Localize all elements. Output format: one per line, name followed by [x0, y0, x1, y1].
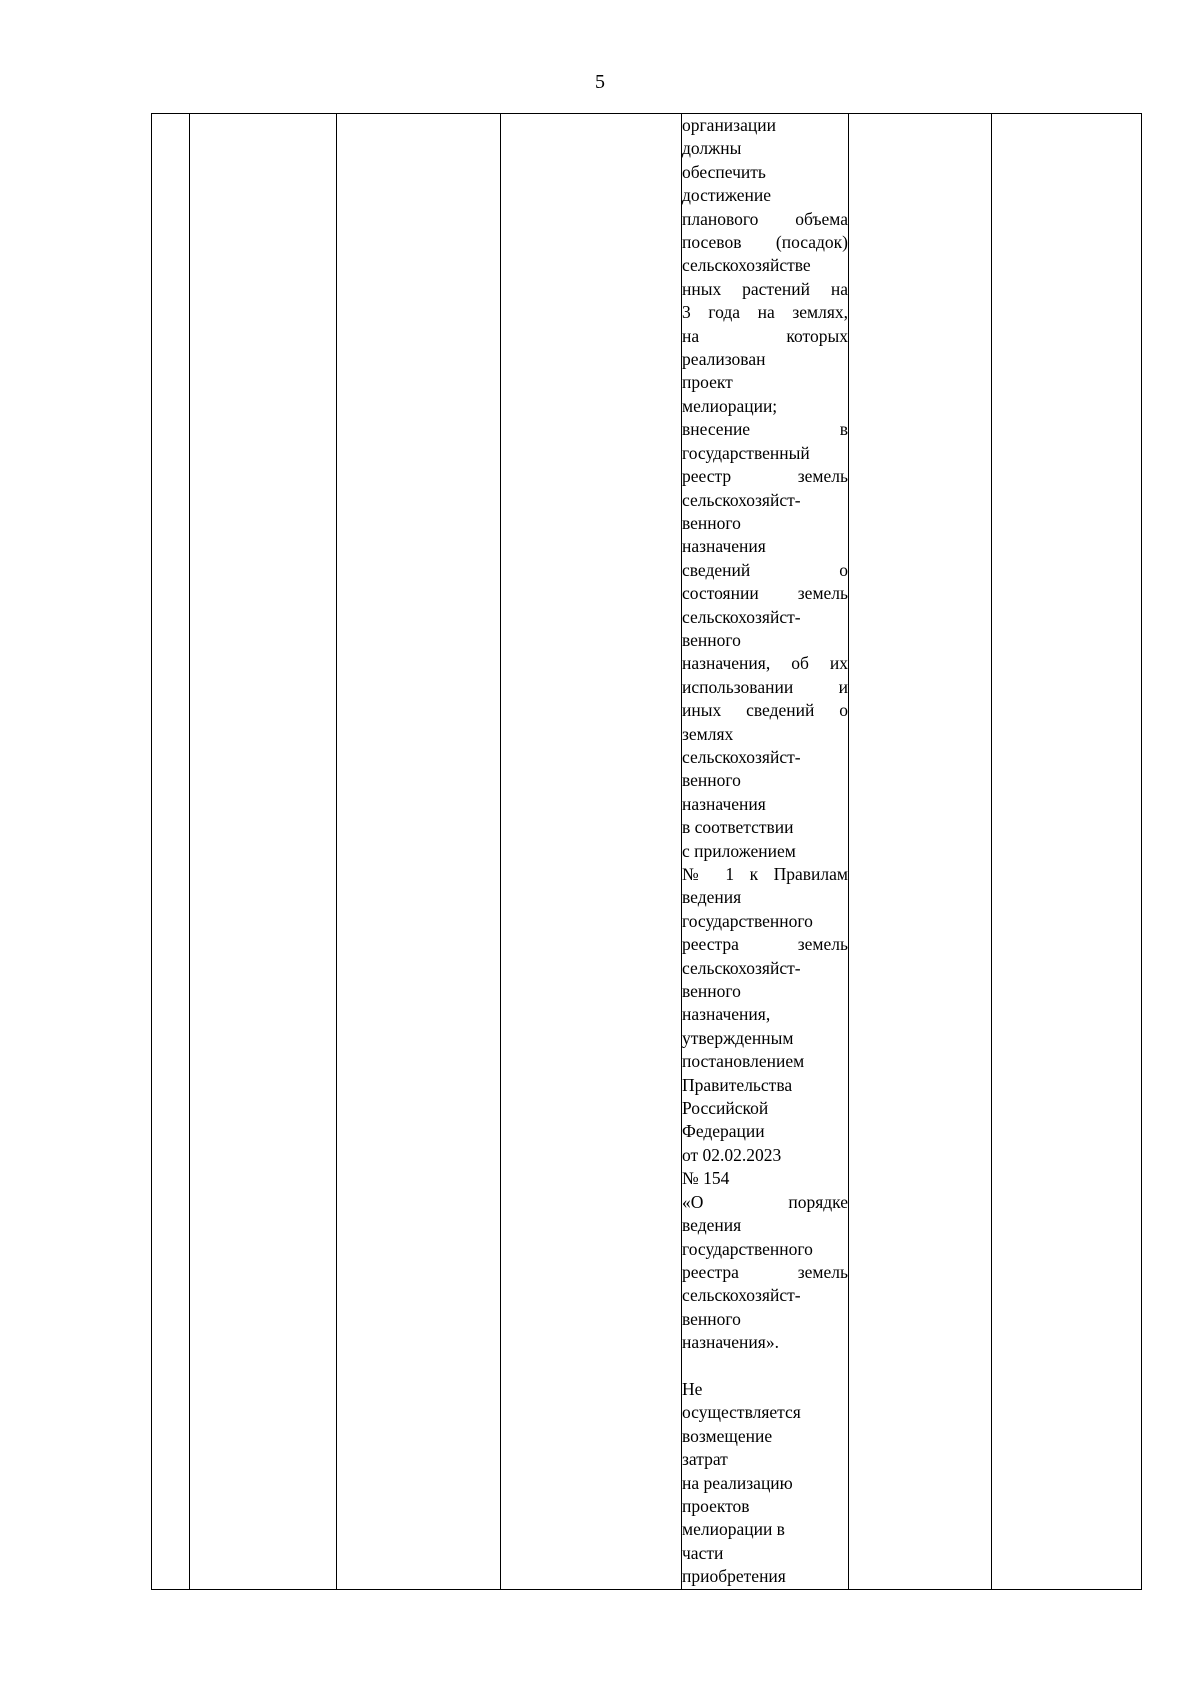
cell-text-line: затрат [682, 1449, 728, 1470]
cell-text-line: реализован [682, 349, 766, 370]
cell-text-line: венного [682, 981, 741, 1002]
cell-text-line: сельскохозяйст- [682, 1285, 801, 1306]
cell-text-line: реестр земель [682, 466, 848, 487]
cell-text-line: «О порядке [682, 1191, 848, 1212]
cell-text-line: ведения [682, 1215, 742, 1236]
cell-text-line: № 154 [682, 1168, 730, 1189]
table-cell-col-1 [152, 114, 190, 1590]
cell-text-line: сельскохозяйстве [682, 255, 811, 276]
cell-text-line: посевов (посадок) [682, 232, 848, 253]
cell-text-line: землях [682, 723, 734, 744]
cell-text-line: нных растений на [682, 278, 848, 299]
cell-text-line: венного [682, 770, 741, 791]
table-cell-col-7 [992, 114, 1142, 1590]
cell-text-line: реестра земель [682, 934, 848, 955]
table-cell-col-6 [849, 114, 992, 1590]
cell-text-line: назначения, [682, 1004, 771, 1025]
cell-text-line: утвержденным [682, 1027, 794, 1048]
cell-text-line: достижение [682, 185, 771, 206]
cell-text-line: от 02.02.2023 [682, 1144, 782, 1165]
cell-text-line: постановлением [682, 1051, 805, 1072]
cell-text-line: сведений о [682, 559, 848, 580]
table-cell-col-4 [501, 114, 682, 1590]
cell-text-line: государственный [682, 442, 810, 463]
document-table [151, 113, 1142, 1590]
cell-text-line: государственного [682, 1238, 813, 1259]
cell-text-line: с приложением [682, 840, 796, 861]
cell-text-line: сельскохозяйст- [682, 489, 801, 510]
cell-text-line: обеспечить [682, 161, 766, 182]
cell-text-line: № 1 к Правилам [682, 864, 848, 884]
cell-text-line: проектов [682, 1495, 750, 1516]
cell-text-line: ведения [682, 887, 742, 908]
cell-text-line: сельскохозяйст- [682, 957, 801, 978]
cell-text-line: сельскохозяйст- [682, 606, 801, 627]
cell-text-line: на реализацию [682, 1472, 793, 1493]
cell-text-line: назначения [682, 793, 766, 814]
cell-text-line: 3 года на землях, [682, 302, 848, 323]
cell-text-line: приобретения [682, 1566, 786, 1587]
cell-text-line: мелиорации в [682, 1519, 785, 1540]
cell-text-line: части [682, 1542, 724, 1563]
cell-text-line: осуществляется [682, 1402, 801, 1423]
cell-text-line: назначения, об их [682, 653, 848, 674]
cell-text-line: мелиорации; [682, 395, 778, 416]
cell-text-line: венного [682, 512, 741, 533]
page-number: 5 [595, 71, 605, 93]
cell-text-line: Российской [682, 1098, 769, 1119]
cell-text-line: возмещение [682, 1425, 773, 1446]
cell-text-line: сельскохозяйст- [682, 746, 801, 767]
cell-text-line: состоянии земель [682, 583, 848, 604]
cell-text-line: Федерации [682, 1121, 765, 1142]
table-row [152, 114, 1142, 1590]
cell-text-line: венного [682, 1308, 741, 1329]
cell-text-line: назначения [682, 536, 766, 557]
table-cell-col-3 [337, 114, 501, 1590]
table-cell-col-2 [190, 114, 337, 1590]
cell-text-line: в соответствии [682, 817, 794, 838]
table-cell-col-5-text [682, 114, 849, 1590]
cell-text-line: проект [682, 372, 733, 393]
cell-text-line: использовании и [682, 676, 848, 697]
cell-text-line: венного [682, 629, 741, 650]
cell-text-line: реестра земель [682, 1261, 848, 1282]
cell-text-line: организации [682, 115, 776, 135]
cell-text-line: государственного [682, 910, 813, 931]
cell-text-line: назначения». [682, 1332, 779, 1353]
cell-text-line: на которых [682, 325, 848, 346]
cell-text-line: Не [682, 1378, 703, 1399]
cell-text-line: должны [682, 138, 742, 159]
cell-text-line: иных сведений о [682, 700, 848, 721]
cell-text-line: Правительства [682, 1074, 793, 1095]
cell-text-line: внесение в [682, 419, 848, 440]
cell-blank-line [682, 1355, 848, 1378]
cell-text-line: планового объема [682, 208, 848, 229]
